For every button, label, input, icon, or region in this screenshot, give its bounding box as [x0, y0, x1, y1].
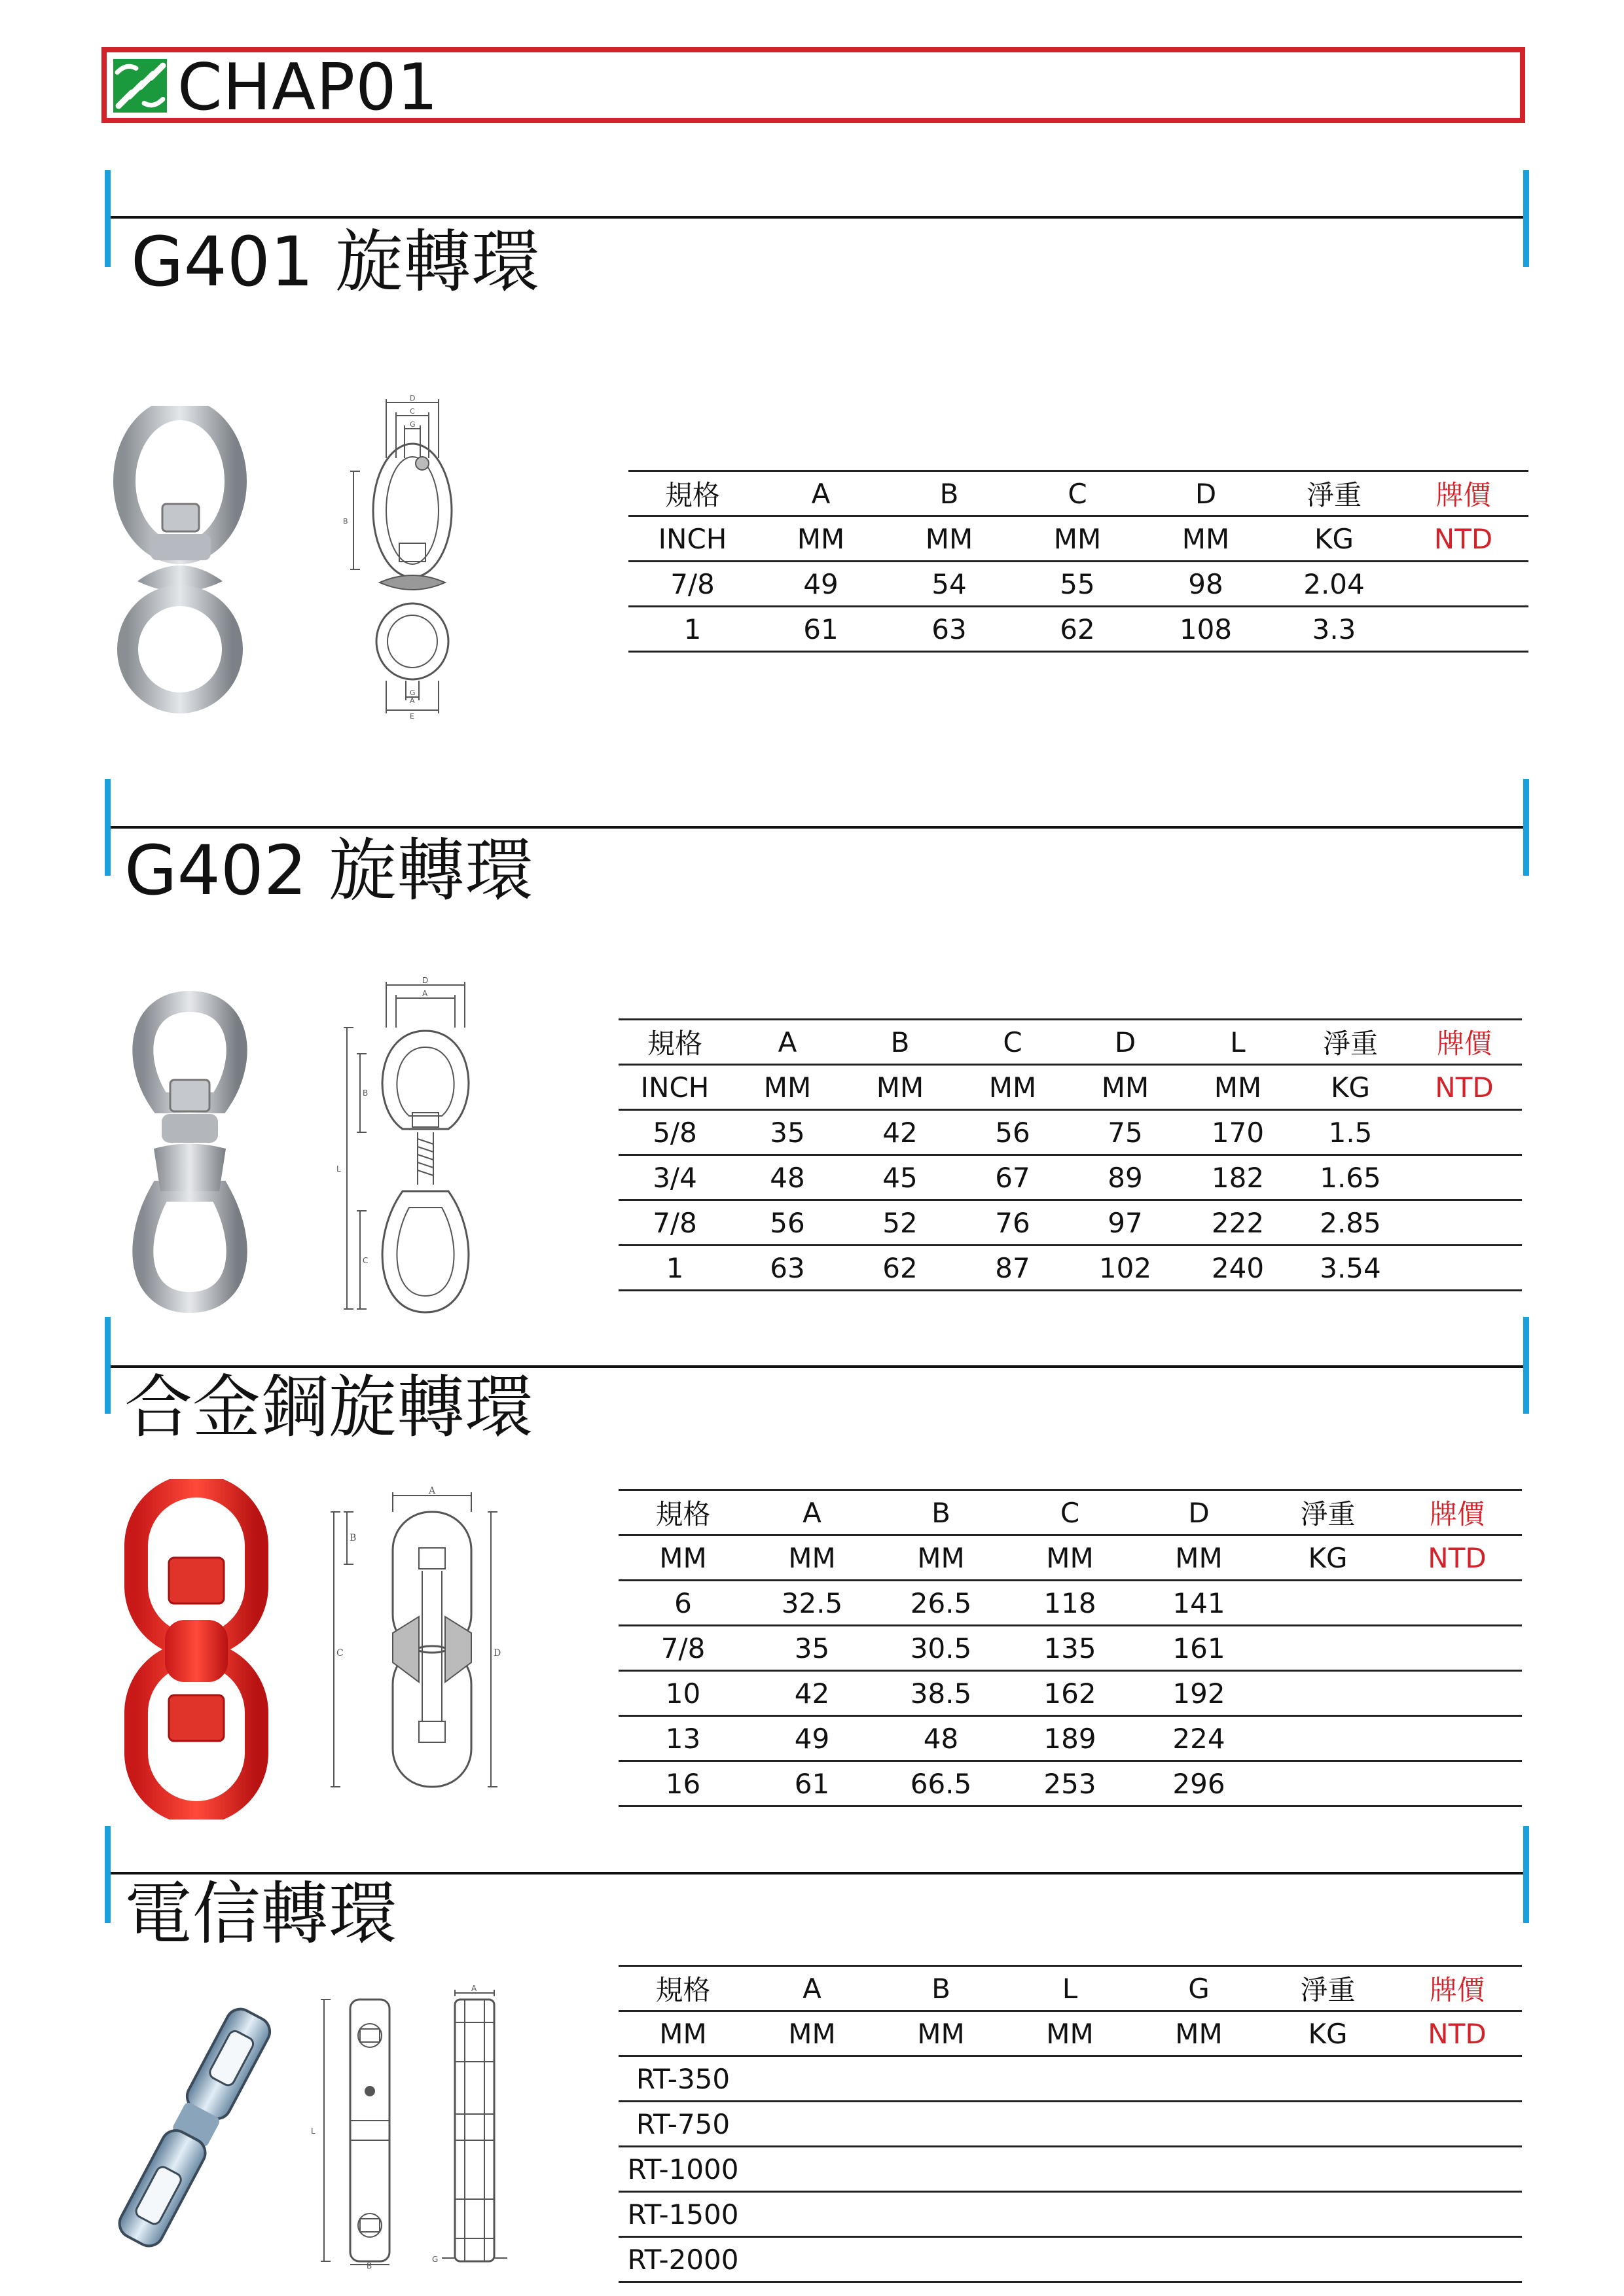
- cell: 2.85: [1294, 1200, 1407, 1246]
- cell: 56: [731, 1200, 844, 1246]
- drawing-label: G: [432, 2255, 439, 2264]
- cell: 296: [1134, 1761, 1263, 1806]
- cell: [1392, 1671, 1522, 1716]
- header-cell: D: [1069, 1020, 1182, 1065]
- cell: 118: [1005, 1581, 1134, 1626]
- drawing-label: B: [367, 2261, 372, 2270]
- section-header-g401: [0, 170, 1624, 302]
- cell: 42: [844, 1110, 956, 1155]
- cell: 26.5: [876, 1581, 1005, 1626]
- cell: 10: [619, 1671, 748, 1716]
- cell: 75: [1069, 1110, 1182, 1155]
- chapter-title: CHAP01: [177, 50, 439, 125]
- table-row: [628, 562, 1528, 607]
- cell: 30.5: [876, 1626, 1005, 1671]
- cell: 240: [1182, 1246, 1294, 1291]
- drawing-label: E: [410, 712, 414, 720]
- cell: 87: [956, 1246, 1069, 1291]
- unit-cell: MM: [876, 2011, 1005, 2056]
- cell: [1398, 607, 1528, 652]
- table-row: [619, 1626, 1522, 1671]
- unit-cell-price: NTD: [1392, 1535, 1522, 1581]
- header-cell: A: [757, 471, 885, 516]
- cell: [876, 2056, 1005, 2102]
- cell: [1392, 2237, 1522, 2282]
- cell: [1134, 2147, 1263, 2192]
- drawing-label: D: [410, 394, 416, 403]
- g402-product-photo: [121, 988, 259, 1316]
- cell: [1392, 1626, 1522, 1671]
- cell: [1134, 2102, 1263, 2147]
- header-cell: 規格: [628, 471, 757, 516]
- cell: 2.04: [1270, 562, 1398, 607]
- cell: [876, 2192, 1005, 2237]
- table-row: [619, 1110, 1522, 1155]
- header-cell: 淨重: [1263, 1490, 1392, 1535]
- unit-cell: MM: [1005, 1535, 1134, 1581]
- table-row: [619, 1246, 1522, 1291]
- cell: 16: [619, 1761, 748, 1806]
- cell: [1407, 1200, 1522, 1246]
- cell: [1392, 2192, 1522, 2237]
- alloy-technical-drawing: [321, 1486, 511, 1813]
- cell: 49: [748, 1716, 876, 1761]
- cell: 62: [1013, 607, 1142, 652]
- cell: 66.5: [876, 1761, 1005, 1806]
- unit-cell: MM: [1142, 516, 1270, 562]
- cell: 67: [956, 1155, 1069, 1200]
- cell: 55: [1013, 562, 1142, 607]
- cell: 161: [1134, 1626, 1263, 1671]
- unit-cell: MM: [1069, 1065, 1182, 1110]
- spec-table-g402: [619, 1018, 1522, 1291]
- section-header-g402: [0, 779, 1624, 910]
- cell: 54: [885, 562, 1013, 607]
- header-cell: 規格: [619, 1020, 731, 1065]
- cell: [1263, 2192, 1392, 2237]
- cell: 192: [1134, 1671, 1263, 1716]
- table-row: [619, 1155, 1522, 1200]
- cell: RT-1000: [619, 2147, 748, 2192]
- cell: 62: [844, 1246, 956, 1291]
- chain-link-logo-icon: [113, 59, 167, 113]
- table-row: [619, 1761, 1522, 1806]
- cell: [1263, 2147, 1392, 2192]
- table-unit-row: [619, 1065, 1522, 1110]
- unit-cell: MM: [1013, 516, 1142, 562]
- table-row: [619, 2056, 1522, 2102]
- table-row: [619, 2237, 1522, 2282]
- header-cell: C: [1013, 471, 1142, 516]
- drawing-label: A: [410, 696, 415, 705]
- cell: [1005, 2102, 1134, 2147]
- telecom-technical-drawing-side: [432, 1983, 517, 2271]
- telecom-technical-drawing-front: [311, 1990, 422, 2271]
- cell: [748, 2192, 876, 2237]
- cell: [1392, 2147, 1522, 2192]
- cell: 141: [1134, 1581, 1263, 1626]
- drawing-label: L: [336, 1164, 341, 1174]
- cell: 61: [757, 607, 885, 652]
- unit-cell: MM: [619, 2011, 748, 2056]
- cell: 5/8: [619, 1110, 731, 1155]
- cell: [1005, 2056, 1134, 2102]
- header-cell: B: [844, 1020, 956, 1065]
- header-cell: G: [1134, 1966, 1263, 2011]
- cell: RT-350: [619, 2056, 748, 2102]
- cell: [1407, 1155, 1522, 1200]
- header-cell: A: [748, 1490, 876, 1535]
- cell: 7/8: [619, 1626, 748, 1671]
- unit-cell: MM: [956, 1065, 1069, 1110]
- unit-cell: MM: [885, 516, 1013, 562]
- unit-cell: MM: [1005, 2011, 1134, 2056]
- table-header-row: [619, 1020, 1522, 1065]
- drawing-label: L: [311, 2126, 316, 2136]
- unit-cell: MM: [1182, 1065, 1294, 1110]
- cell: 35: [731, 1110, 844, 1155]
- cell: 56: [956, 1110, 1069, 1155]
- g401-product-photo: [111, 406, 249, 720]
- cell: 13: [619, 1716, 748, 1761]
- cell: 97: [1069, 1200, 1182, 1246]
- cell: 63: [731, 1246, 844, 1291]
- cell: [1263, 1761, 1392, 1806]
- cell: 42: [748, 1671, 876, 1716]
- header-cell: A: [748, 1966, 876, 2011]
- unit-cell: KG: [1294, 1065, 1407, 1110]
- header-cell: 規格: [619, 1966, 748, 2011]
- cell: [748, 2056, 876, 2102]
- table-unit-row: [628, 516, 1528, 562]
- cell: 89: [1069, 1155, 1182, 1200]
- cell: RT-1500: [619, 2192, 748, 2237]
- cell: 63: [885, 607, 1013, 652]
- cell: [1392, 2102, 1522, 2147]
- table-row: [619, 1200, 1522, 1246]
- table-unit-row: [619, 2011, 1522, 2056]
- cell: RT-2000: [619, 2237, 748, 2282]
- cell: [1134, 2056, 1263, 2102]
- cell: 6: [619, 1581, 748, 1626]
- cell: 189: [1005, 1716, 1134, 1761]
- drawing-label: D: [494, 1648, 501, 1659]
- header-cell: 規格: [619, 1490, 748, 1535]
- unit-cell: MM: [1134, 2011, 1263, 2056]
- header-cell: D: [1142, 471, 1270, 516]
- unit-cell: MM: [1134, 1535, 1263, 1581]
- header-cell: B: [876, 1490, 1005, 1535]
- cell: [1263, 2056, 1392, 2102]
- g402-technical-drawing: [327, 975, 511, 1322]
- drawing-label: G: [410, 420, 416, 429]
- cell: 1: [619, 1246, 731, 1291]
- drawing-label: A: [422, 989, 428, 998]
- unit-cell: KG: [1263, 1535, 1392, 1581]
- cell: 253: [1005, 1761, 1134, 1806]
- table-row: [619, 2147, 1522, 2192]
- table-row: [628, 607, 1528, 652]
- cell: 61: [748, 1761, 876, 1806]
- cell: [876, 2102, 1005, 2147]
- cell: [748, 2102, 876, 2147]
- cell: 52: [844, 1200, 956, 1246]
- section-header-telecom: [0, 1826, 1624, 1954]
- unit-cell-price: NTD: [1392, 2011, 1522, 2056]
- table-row: [619, 1581, 1522, 1626]
- table-row: [619, 2192, 1522, 2237]
- table-row: [619, 2102, 1522, 2147]
- cell: [1263, 2102, 1392, 2147]
- cell: [1392, 1581, 1522, 1626]
- cell: [1263, 1626, 1392, 1671]
- header-cell-price: 牌價: [1392, 1490, 1522, 1535]
- unit-cell: INCH: [628, 516, 757, 562]
- drawing-label: C: [410, 407, 415, 416]
- header-cell: C: [956, 1020, 1069, 1065]
- cell: 32.5: [748, 1581, 876, 1626]
- cell: 222: [1182, 1200, 1294, 1246]
- header-cell: B: [876, 1966, 1005, 2011]
- cell: [1263, 1581, 1392, 1626]
- table-row: [619, 1671, 1522, 1716]
- header-cell: L: [1182, 1020, 1294, 1065]
- cell: 1: [628, 607, 757, 652]
- spec-table-g401: [628, 470, 1528, 653]
- section-title: G402 旋轉環: [124, 831, 533, 910]
- cell: 38.5: [876, 1671, 1005, 1716]
- header-cell: A: [731, 1020, 844, 1065]
- header-cell: 淨重: [1263, 1966, 1392, 2011]
- cell: 102: [1069, 1246, 1182, 1291]
- cell: [1407, 1110, 1522, 1155]
- table-unit-row: [619, 1535, 1522, 1581]
- g401-technical-drawing: [340, 393, 484, 720]
- header-cell: C: [1005, 1490, 1134, 1535]
- unit-cell: MM: [757, 516, 885, 562]
- cell: RT-750: [619, 2102, 748, 2147]
- cell: [1263, 1671, 1392, 1716]
- cell: [1392, 1761, 1522, 1806]
- header-cell-price: 牌價: [1392, 1966, 1522, 2011]
- cell: [1134, 2192, 1263, 2237]
- cell: 49: [757, 562, 885, 607]
- section-title: 電信轉環: [124, 1874, 397, 1954]
- unit-cell: MM: [748, 2011, 876, 2056]
- drawing-label: A: [471, 1984, 477, 1993]
- spec-table-alloy: [619, 1489, 1522, 1807]
- cell: 3/4: [619, 1155, 731, 1200]
- cell: 98: [1142, 562, 1270, 607]
- drawing-label: B: [343, 517, 348, 526]
- unit-cell: MM: [731, 1065, 844, 1110]
- cell: 7/8: [619, 1200, 731, 1246]
- cell: 7/8: [628, 562, 757, 607]
- alloy-product-photo: [124, 1479, 268, 1820]
- table-row: [619, 1716, 1522, 1761]
- cell: [1005, 2237, 1134, 2282]
- cell: [1392, 1716, 1522, 1761]
- drawing-label: G: [410, 689, 416, 697]
- cell: 76: [956, 1200, 1069, 1246]
- unit-cell: INCH: [619, 1065, 731, 1110]
- unit-cell-price: NTD: [1407, 1065, 1522, 1110]
- drawing-label: C: [336, 1648, 344, 1659]
- unit-cell: MM: [748, 1535, 876, 1581]
- header-cell: L: [1005, 1966, 1134, 2011]
- header-cell: 淨重: [1294, 1020, 1407, 1065]
- cell: 182: [1182, 1155, 1294, 1200]
- chapter-header: [101, 47, 1525, 123]
- table-header-row: [628, 471, 1528, 516]
- drawing-label: B: [363, 1088, 369, 1098]
- cell: 224: [1134, 1716, 1263, 1761]
- unit-cell: KG: [1270, 516, 1398, 562]
- table-header-row: [619, 1490, 1522, 1535]
- cell: 1.5: [1294, 1110, 1407, 1155]
- unit-cell: KG: [1263, 2011, 1392, 2056]
- unit-cell: MM: [876, 1535, 1005, 1581]
- header-cell: D: [1134, 1490, 1263, 1535]
- table-header-row: [619, 1966, 1522, 2011]
- section-title: G401 旋轉環: [131, 222, 540, 302]
- telecom-product-photo: [108, 1993, 278, 2268]
- cell: 1.65: [1294, 1155, 1407, 1200]
- cell: [1263, 1716, 1392, 1761]
- cell: 108: [1142, 607, 1270, 652]
- cell: 170: [1182, 1110, 1294, 1155]
- header-cell-price: 牌價: [1407, 1020, 1522, 1065]
- drawing-label: B: [350, 1533, 357, 1543]
- cell: [876, 2147, 1005, 2192]
- cell: 48: [731, 1155, 844, 1200]
- cell: [1005, 2147, 1134, 2192]
- header-cell: 淨重: [1270, 471, 1398, 516]
- cell: [1398, 562, 1528, 607]
- drawing-label: D: [422, 976, 429, 985]
- cell: 48: [876, 1716, 1005, 1761]
- cell: 45: [844, 1155, 956, 1200]
- cell: 135: [1005, 1626, 1134, 1671]
- unit-cell: MM: [844, 1065, 956, 1110]
- cell: [748, 2237, 876, 2282]
- unit-cell: MM: [619, 1535, 748, 1581]
- cell: [1005, 2192, 1134, 2237]
- header-cell-price: 牌價: [1398, 471, 1528, 516]
- cell: [1263, 2237, 1392, 2282]
- drawing-label: A: [429, 1486, 436, 1496]
- cell: 3.3: [1270, 607, 1398, 652]
- header-cell: B: [885, 471, 1013, 516]
- section-title: 合金鋼旋轉環: [124, 1367, 533, 1447]
- cell: [1392, 2056, 1522, 2102]
- cell: [748, 2147, 876, 2192]
- cell: 3.54: [1294, 1246, 1407, 1291]
- cell: 162: [1005, 1671, 1134, 1716]
- cell: [876, 2237, 1005, 2282]
- cell: [1134, 2237, 1263, 2282]
- spec-table-telecom: [619, 1965, 1522, 2283]
- section-header-alloy: [0, 1317, 1624, 1447]
- drawing-label: C: [363, 1256, 369, 1265]
- cell: 35: [748, 1626, 876, 1671]
- cell: [1407, 1246, 1522, 1291]
- unit-cell-price: NTD: [1398, 516, 1528, 562]
